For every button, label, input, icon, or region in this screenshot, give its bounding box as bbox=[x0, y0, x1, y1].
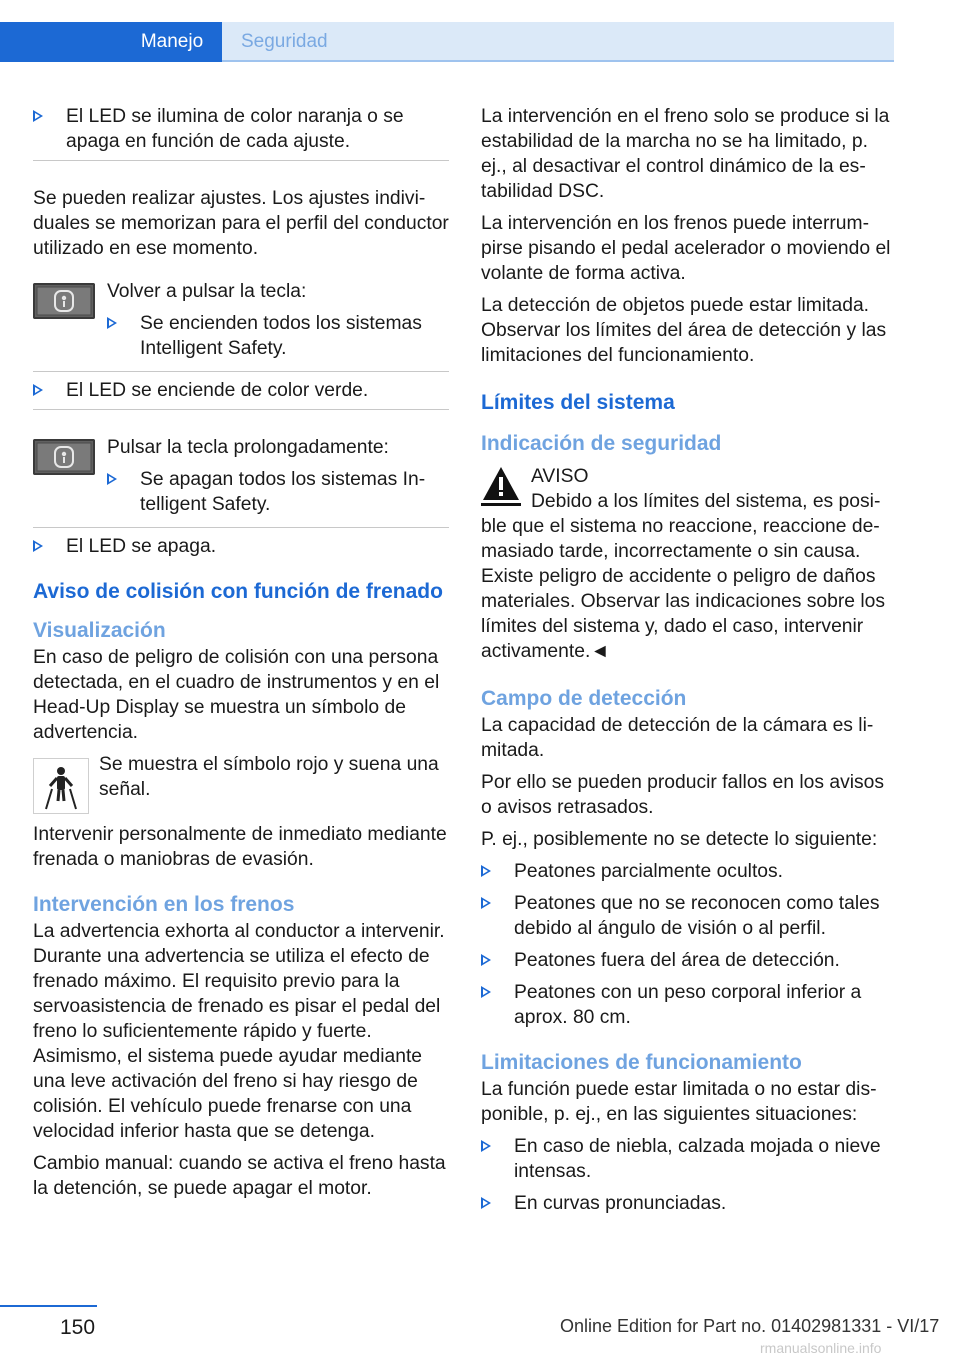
paragraph: En caso de peligro de colisión con una persona detectada, en el cuadro de instrumentos y en el Head-Up Display se muestra un símbolo de advertencia. bbox=[33, 647, 440, 743]
subsection-heading: Intervención en los frenos bbox=[33, 893, 295, 916]
triangle-bullet-icon bbox=[481, 897, 491, 909]
tab-bar bbox=[0, 22, 894, 62]
paragraph: Por ello se pueden producir fallos en los avisos o avisos retrasados. bbox=[481, 772, 884, 818]
tab-seguridad-label: Seguridad bbox=[241, 31, 328, 52]
instruction-with-button-icon bbox=[33, 435, 449, 517]
footer-rule bbox=[0, 1305, 97, 1307]
subsection-heading: Indicación de seguridad bbox=[481, 432, 722, 455]
list-item bbox=[481, 980, 897, 1030]
warning-title: AVISO bbox=[531, 466, 589, 487]
intelligent-safety-button-icon bbox=[33, 283, 95, 319]
tab-manejo[interactable]: Manejo bbox=[140, 31, 204, 52]
icon-instruction-text: Se muestra el símbolo rojo y suena una señal. bbox=[99, 754, 439, 800]
right-column bbox=[481, 104, 897, 1223]
paragraph: La función puede estar limitada o no estar disponible, p. ej., en las siguientes situaciones: bbox=[481, 1079, 877, 1125]
triangle-bullet-icon bbox=[481, 1140, 491, 1152]
paragraph: La capacidad de detección de la cámara es limitada. bbox=[481, 715, 874, 761]
list-item-text: Se apagan todos los sistemas Intelligent Safety. bbox=[140, 469, 426, 515]
instruction-with-warning-symbol bbox=[33, 752, 449, 812]
triangle-bullet-icon bbox=[107, 473, 117, 485]
list-item bbox=[33, 371, 449, 410]
triangle-bullet-icon bbox=[481, 986, 491, 998]
list-item-text: Se encienden todos los sistemas Intelligent Safety. bbox=[140, 313, 422, 359]
warning-triangle-icon bbox=[481, 464, 521, 506]
triangle-bullet-icon bbox=[107, 317, 117, 329]
list-item-text: El LED se apaga. bbox=[66, 536, 217, 557]
paragraph: Cambio manual: cuando se activa el freno hasta la detención, se puede apagar el motor. bbox=[33, 1153, 446, 1199]
list-item bbox=[481, 1191, 897, 1216]
triangle-bullet-icon bbox=[33, 110, 43, 122]
pedestrian-warning-icon bbox=[33, 758, 89, 814]
subsection-heading: Visualización bbox=[33, 619, 166, 642]
list-item bbox=[107, 467, 449, 517]
tab-seguridad[interactable] bbox=[222, 22, 894, 62]
paragraph: La intervención en los frenos puede interrumpirse pisando el pedal acelerador o moviendo el volante de forma activa. bbox=[481, 213, 891, 284]
section-heading: Aviso de colisión con función de frenado bbox=[33, 580, 443, 603]
list-item-text: El LED se enciende de color verde. bbox=[66, 380, 369, 401]
list-item-text: Peatones que no se reconocen como tales debido al ángulo de visión o al perfil. bbox=[514, 893, 880, 939]
triangle-bullet-icon bbox=[481, 865, 491, 877]
instruction-with-button-icon bbox=[33, 279, 449, 361]
paragraph: Intervenir personalmente de inmediato mediante frenada o maniobras de evasión. bbox=[33, 824, 447, 870]
list-item-text: Peatones fuera del área de detección. bbox=[514, 950, 840, 971]
paragraph: La advertencia exhorta al conductor a intervenir. Durante una advertencia se utiliza el efecto de frenado máximo. El requisito previo para la servoasistencia de frenado es pisar el pedal del freno lo suficientemente rápido y fuerte. Asimismo, el sistema puede ayudar mediante una leve activación del freno si hay riesgo de colisión. El vehículo puede frenarse con una velocidad inferior hasta que se detenga. bbox=[33, 921, 445, 1142]
triangle-bullet-icon bbox=[481, 1197, 491, 1209]
list-item-text: En curvas pronunciadas. bbox=[514, 1193, 727, 1214]
subsection-heading: Limitaciones de funcionamiento bbox=[481, 1051, 802, 1074]
triangle-bullet-icon bbox=[33, 384, 43, 396]
list-item-text: El LED se ilumina de color naranja o se apaga en función de cada ajuste. bbox=[66, 106, 404, 152]
list-item-text: En caso de niebla, calzada mojada o nieve intensas. bbox=[514, 1136, 881, 1182]
list-item bbox=[481, 948, 897, 973]
list-item bbox=[107, 311, 449, 361]
paragraph: P. ej., posiblemente no se detecte lo siguiente: bbox=[481, 829, 878, 850]
icon-instruction-text: Pulsar la tecla prolongadamente: bbox=[107, 437, 389, 458]
triangle-bullet-icon bbox=[33, 540, 43, 552]
safety-warning bbox=[481, 464, 897, 489]
triangle-bullet-icon bbox=[481, 954, 491, 966]
edition-note: Online Edition for Part no. 01402981331 - VI/17 bbox=[560, 1316, 940, 1336]
list-item bbox=[481, 891, 897, 941]
list-item bbox=[481, 859, 897, 884]
intelligent-safety-button-icon bbox=[33, 439, 95, 475]
list-item bbox=[33, 104, 449, 161]
warning-text bbox=[481, 489, 897, 664]
paragraph: La detección de objetos puede estar limitada. Observar los límites del área de detección y las limitaciones del funcionamiento. bbox=[481, 295, 887, 366]
subsection-heading: Campo de detección bbox=[481, 687, 687, 710]
list-item bbox=[33, 527, 449, 559]
list-item-text: Peatones parcialmente ocultos. bbox=[514, 861, 784, 882]
list-item bbox=[481, 1134, 897, 1184]
left-column bbox=[33, 104, 449, 1208]
warning-text-content: Debido a los límites del sistema, es posible que el sistema no reaccione, reaccione demasiado tarde, incorrectamente o sin causa. Existe peligro de accidente o peligro de daños materiales. Observar las indicaciones sobre los límites del sistema y, dado el caso, intervenir activamente.◄ bbox=[481, 491, 886, 662]
page-number: 150 bbox=[60, 1316, 96, 1339]
icon-instruction-text: Volver a pulsar la tecla: bbox=[107, 281, 307, 302]
paragraph: La intervención en el freno solo se produce si la estabilidad de la marcha no se ha limitado, p. ej., al desactivar el control dinámico de la estabilidad DSC. bbox=[481, 106, 890, 202]
paragraph: Se pueden realizar ajustes. Los ajustes individuales se memorizan para el perfil del conductor utilizado en ese momento. bbox=[33, 188, 449, 259]
list-item-text: Peatones con un peso corporal inferior a aprox. 80 cm. bbox=[514, 982, 862, 1028]
watermark: rmanualsonline.info bbox=[760, 1340, 882, 1356]
section-heading: Límites del sistema bbox=[481, 391, 675, 414]
